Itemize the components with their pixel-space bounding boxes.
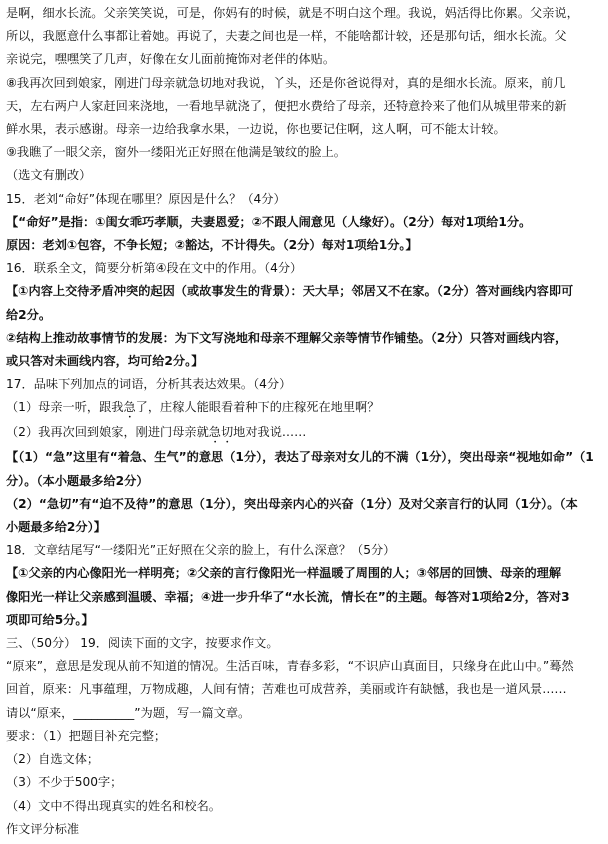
- item-2-dotted-word: 急切: [208, 425, 234, 440]
- answer-18-line-2: 像阳光一样让父亲感到温暖、幸福；④进一步升华了“水长流，情长在”的主题。每答对1项给2分，答对3: [6, 589, 570, 604]
- answer-16-line-4: 或只答对未画线内容，均可给2分。】: [6, 354, 204, 369]
- scoring-criteria-heading: 作文评分标准: [6, 821, 80, 836]
- answer-18-line-1: 【①父亲的内心像阳光一样明亮；②父亲的言行像阳光一样温暖了周围的人；③邻居的回馈、母亲的理解: [6, 566, 562, 581]
- section-3-header: 三、（50分） 19．阅读下面的文字，按要求作文。: [6, 636, 279, 651]
- item-1-text-after: 了，庄稼人能眼看着种下的庄稼死在地里啊？: [135, 400, 380, 415]
- question-17-item-1: [6, 396, 598, 421]
- question-17-item-2: [6, 421, 598, 446]
- question-18: 18．文章结尾写“一缕阳光”正好照在父亲的脸上，有什么深意？（5分）: [6, 543, 396, 558]
- answer-16-line-1: 【①内容上交待矛盾冲突的起因（或故事发生的背景）：天大旱；邻居又不在家。（2分）答对画线内容即可: [6, 284, 574, 299]
- requirement-3: （3）不少于500字；: [6, 775, 123, 790]
- para-8-line-2: 天，左右两户人家赶回来浇地，一看地旱就浇了，便把水费给了母亲，还特意拎来了他们从城里带来的新: [6, 98, 567, 113]
- question-16: 16．联系全文，简要分析第④段在文中的作用。（4分）: [6, 261, 303, 276]
- question-15: 15．老刘“命好”体现在哪里？原因是什么？（4分）: [6, 191, 286, 206]
- answer-17-line-3: （2）“急切”有“迫不及待”的意思（1分），突出母亲内心的兴奋（1分）及对父亲言行的认同（1分）。（本: [6, 496, 578, 511]
- item-1-dotted-word: 急: [123, 400, 136, 415]
- answer-17-line-4: 小题最多给2分）】: [6, 520, 106, 535]
- answer-15-line-1: 【“命好”是指：①闺女乖巧孝顺，夫妻恩爱；②不跟人闹意见（人缘好）。（2分）每对1项给1分。: [6, 214, 532, 229]
- answer-17-line-1: 【（1）“急”这里有“着急、生气”的意思（1分），表达了母亲对女儿的不满（1分），突出母亲“视地如命”（1: [6, 450, 594, 465]
- answer-16-line-2: 给2分。: [6, 307, 52, 322]
- item-2-text-before: （2）我再次回到娘家，刚进门母亲就: [6, 425, 209, 440]
- prompt-line-3: 请以“原来，__________”为题，写一篇文章。: [6, 705, 251, 720]
- para-7-line-2: 所以，我愿意什么事都让着她。再说了，夫妻之间也是一样，不能啥都计较，还是那句话，细水长流。父: [6, 29, 567, 44]
- answer-17-line-2: 分）。（本小题最多给2分）: [6, 473, 149, 488]
- para-8-line-3: 鲜水果，表示感谢。母亲一边给我拿水果，一边说，你也要记住啊，这人啊，可不能太计较。: [6, 122, 506, 137]
- requirement-4: （4）文中不得出现真实的姓名和校名。: [6, 798, 221, 813]
- item-1-text-before: （1）母亲一听，跟我: [6, 400, 124, 415]
- answer-16-line-3: ②结构上推动故事情节的发展：为下文写浇地和母亲不理解父亲等情节作铺垫。（2分）只答对画线内容，: [6, 330, 568, 345]
- para-7-line-3: 亲说完，嘿嘿笑了几声，好像在女儿面前掩饰对老伴的体贴。: [6, 52, 336, 67]
- prompt-line-2: 回首，原来：凡事蕴理，万物成趣，人间有情；苦难也可成营养，美丽或许有缺憾，我也是一道风景……: [6, 682, 567, 697]
- question-17: 17．品味下列加点的词语，分析其表达效果。（4分）: [6, 377, 292, 392]
- para-9: ⑨我瞧了一眼父亲，窗外一缕阳光正好照在他满是皱纹的脸上。: [6, 145, 346, 160]
- item-2-text-after: 地对我说……: [233, 425, 307, 440]
- answer-18-line-3: 项即可给5分。】: [6, 612, 94, 627]
- answer-15-line-2: 原因：老刘①包容，不争长短；②豁达，不计得失。（2分）每对1项给1分。】: [6, 238, 418, 253]
- requirement-title: 要求：（1）把题目补充完整；: [6, 728, 167, 743]
- requirement-2: （2）自选文体；: [6, 752, 100, 767]
- source-note: （选文有删改）: [6, 168, 92, 183]
- para-8-line-1: ⑧我再次回到娘家，刚进门母亲就急切地对我说，丫头，还是你爸说得对，真的是细水长流。原来，前几: [6, 75, 566, 90]
- para-7-line-1: 是啊，细水长流。父亲笑笑说，可是，你妈有的时候，就是不明白这个理。我说，妈活得比你累。父亲说，: [6, 6, 579, 20]
- prompt-line-1: “原来”，意思是发现从前不知道的情况。生活百味，青春多彩，“不识庐山真面目，只缘身在此山中。”蓦然: [6, 659, 574, 674]
